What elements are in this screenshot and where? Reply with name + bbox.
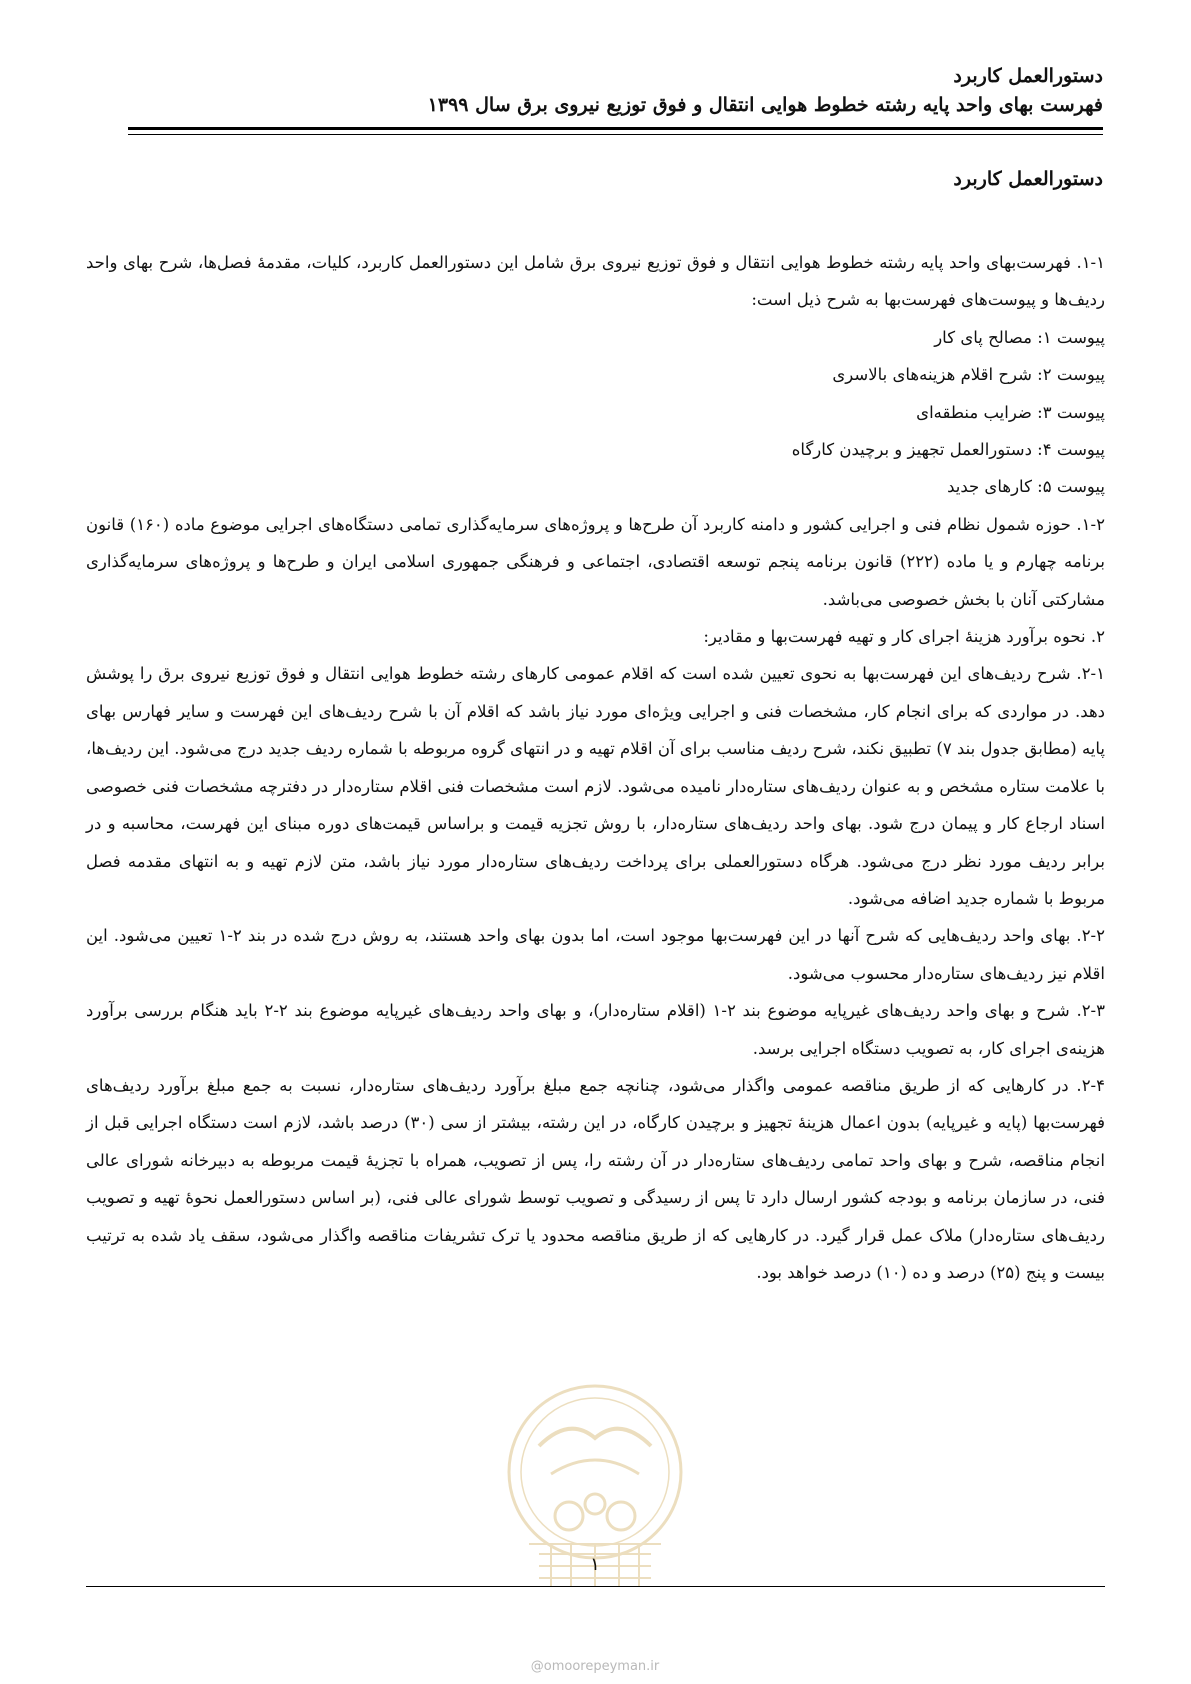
header-rule-thin [128, 134, 1103, 135]
page-header [128, 62, 1103, 120]
paragraph-1-2: ۱-۲. حوزه شمول نظام فنی و اجرایی کشور و دامنه کاربرد آن طرح‌ها و پروژه‌های سرمایه‌گذاری تمامی دستگاه‌های اجرایی موضوع ماده (۱۶۰) قانون برنامه چهارم و یا ماده (۲۲۲) قانون برنامه پنجم توسعه اقتصادی، اجتماعی و فرهنگی جمهوری اسلامی ایران و طرح‌ها و پروژه‌های سرمایه‌گذاری مشارکتی آنان با بخش خصوصی می‌باشد. [86, 514, 1106, 609]
attachment-item-2: پیوست ۲: شرح اقلام هزینه‌های بالاسری [832, 365, 1105, 385]
attachment-item-5: پیوست ۵: کارهای جدید [947, 477, 1105, 497]
attachment-item-3: پیوست ۳: ضرایب منطقه‌ای [916, 402, 1105, 422]
page-number: ۱ [590, 1554, 600, 1575]
attachment-item-1: پیوست ۱: مصالح پای کار [934, 327, 1105, 347]
header-subtitle: فهرست بهای واحد پایه رشته خطوط هوایی انتقال و فوق توزیع نیروی برق سال ۱۳۹۹ [427, 94, 1103, 116]
body-content [86, 244, 1105, 1291]
attachment-item-4: پیوست ۴: دستورالعمل تجهیز و برچیدن کارگاه [791, 440, 1105, 460]
paragraph-2: ۲. نحوه برآورد هزینهٔ اجرای کار و تهیه فهرست‌بها و مقادیر: [703, 627, 1105, 647]
footer-rule [86, 1586, 1105, 1587]
paragraph-2-1: ۲-۱. شرح ردیف‌های این فهرست‌بها به نحوی تعیین شده است که اقلام عمومی کارهای رشته خطوط هوایی انتقال و فوق توزیع نیروی برق را پوشش دهد. در مواردی که برای انجام کار، مشخصات فنی و اجرایی ویژه‌ای مورد نیاز باشد که اقلام آن با شرح ردیف‌های این فهرست و سایر فهارس بهای پایه (مطابق جدول بند ۷) تطبیق نکند، شرح ردیف مناسب برای آن اقلام تهیه و در انتهای گروه مربوطه با شماره ردیف جدید درج می‌شود. این ردیف‌ها، با علامت ستاره مشخص و به عنوان ردیف‌های ستاره‌دار نامیده می‌شود. لازم است مشخصات فنی اقلام ستاره‌دار در دفترچه مشخصات فنی خصوصی اسناد ارجاع کار و پیمان درج شود. بهای واحد ردیف‌های ستاره‌دار، با روش تجزیه قیمت و براساس قیمت‌های دوره مبنای این فهرست، محاسبه و در برابر ردیف مورد نظر درج می‌شود. هرگاه دستورالعملی برای پرداخت ردیف‌های ستاره‌دار مورد نیاز باشد، متن لازم تهیه و به انتهای مقدمه فصل مربوط با شماره جدید اضافه می‌شود. [86, 664, 1105, 908]
section-title: دستورالعمل کاربرد [953, 168, 1103, 190]
watermark-url: @omoorepeyman.ir [530, 1659, 660, 1674]
paragraph-2-2: ۲-۲. بهای واحد ردیف‌هایی که شرح آنها در این فهرست‌بها موجود است، اما بدون بهای واحد هستند، به روش درج شده در بند ۲-۱ تعیین می‌شود. این اقلام نیز ردیف‌های ستاره‌دار محسوب می‌شود. [86, 926, 1105, 983]
header-title: دستورالعمل کاربرد [953, 65, 1103, 87]
paragraph-2-4: ۲-۴. در کارهایی که از طریق مناقصه عمومی واگذار می‌شود، چنانچه جمع مبلغ برآورد ردیف‌های ستاره‌دار، نسبت به جمع مبلغ برآورد ردیف‌های فهرست‌بها (پایه و غیرپایه) بدون اعمال هزینهٔ تجهیز و برچیدن کارگاه، در این رشته، بیشتر از سی (۳۰) درصد باشد، لازم است دستگاه اجرایی قبل از انجام مناقصه، شرح و بهای واحد تمامی ردیف‌های ستاره‌دار در آن رشته را، پس از تصویب، همراه با تجزیهٔ قیمت مربوطه به دبیرخانه شورای عالی فنی، در سازمان برنامه و بودجه کشور ارسال دارد تا پس از رسیدگی و تصویب توسط شورای عالی فنی، (بر اساس دستورالعمل نحوهٔ تهیه و تصویب ردیف‌های ستاره‌دار) ملاک عمل قرار گیرد. در کارهایی که از طریق مناقصه محدود یا ترک تشریفات مناقصه واگذار می‌شود، سقف یاد شده به ترتیب بیست و پنج (۲۵) درصد و ده (۱۰) درصد خواهد بود. [86, 1075, 1106, 1282]
paragraph-1-1: ۱-۱. فهرست‌بهای واحد پایه رشته خطوط هوایی انتقال و فوق توزیع نیروی برق شامل این دستورالعمل کاربرد، کلیات، مقدمهٔ فصل‌ها، شرح بهای واحد ردیف‌ها و پیوست‌های فهرست‌بها به شرح ذیل است: [86, 253, 1105, 310]
header-rule-thick [128, 127, 1103, 130]
paragraph-2-3: ۲-۳. شرح و بهای واحد ردیف‌های غیرپایه موضوع بند ۲-۱ (اقلام ستاره‌دار)، و بهای واحد ردیف‌های غیرپایه موضوع بند ۲-۲ باید هنگام بررسی برآورد هزینه‌ی اجرای کار، به تصویب دستگاه اجرایی برسد. [86, 1001, 1105, 1058]
